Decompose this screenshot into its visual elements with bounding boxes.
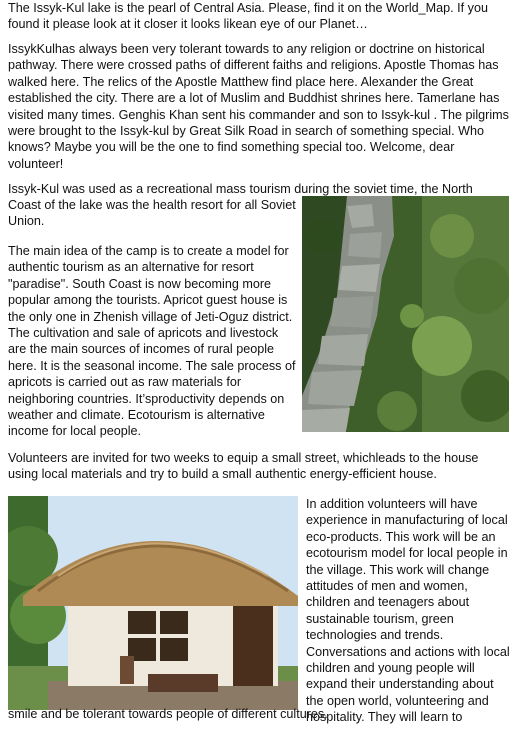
intro-paragraph: The Issyk-Kul lake is the pearl of Central Asia. Please, find it on the World_Map. If you found it please look at it closer it looks likean eye of our Planet…	[8, 1, 488, 32]
camp-paragraph: The main idea of the camp is to create a model for authentic tourism as an alternative for resort "paradise". South Coast is now becoming more popular among the tourists. Apricot guest house is the only one in Zhenish village of Jeti-Oguz district. The cultivation and sale of apricots and livestock are the main sources of incomes of rural people here. It is the seasonal income. The sale process of apricots is carried out as raw materials for neighboring countries. It’sproductivity depends on weather and climate. Ecotourism is alternative income for local people.	[8, 244, 296, 439]
thatched-roundhouse-photo	[8, 496, 298, 710]
volunteers-paragraph: Volunteers are invited for two weeks to equip a small street, whichleads to the house using local materials and try to build a small authentic energy-efficient house.	[8, 451, 479, 482]
history-paragraph: IssykKulhas always been very tolerant towards to any religion or doctrine on historical pathway. There were crossed paths of different faiths and religions. Apostle Thomas has walked here. The relics of the Apostle Matthew find place here. Alexander the Great established the city. There are a lot of Muslim and Buddhist shrines here. Tamerlane has visited many times. Genghis Khan sent his commander and son to Issyk-kul . The pilgrims were brought to the Issyk-kul by Great Silk Road in search of something special. Who knows? Maybe you will be the one to find something special too. Welcome, dear volunteer!	[8, 42, 509, 171]
experience-paragraph: In addition volunteers will have experience in manufacturing of local eco-products. This work will be an ecotourism model for local people in the village. This work will change attitudes of men and women, children and teenagers about sustainable tourism, green technologies and trends. Conversations and actions with local children and young people will expand their understanding about the open world, volunteering and hospitality. They will learn to	[306, 497, 510, 725]
soviet-paragraph-continuation: Coast of the lake was the health resort for all Soviet Union.	[8, 198, 296, 229]
closing-paragraph: smile and be tolerant towards people of different cultures.	[8, 707, 328, 721]
garden-path-photo	[302, 196, 509, 432]
soviet-paragraph-line: Issyk-Kul was used as a recreational mass tourism during the soviet time, the North	[8, 182, 473, 196]
